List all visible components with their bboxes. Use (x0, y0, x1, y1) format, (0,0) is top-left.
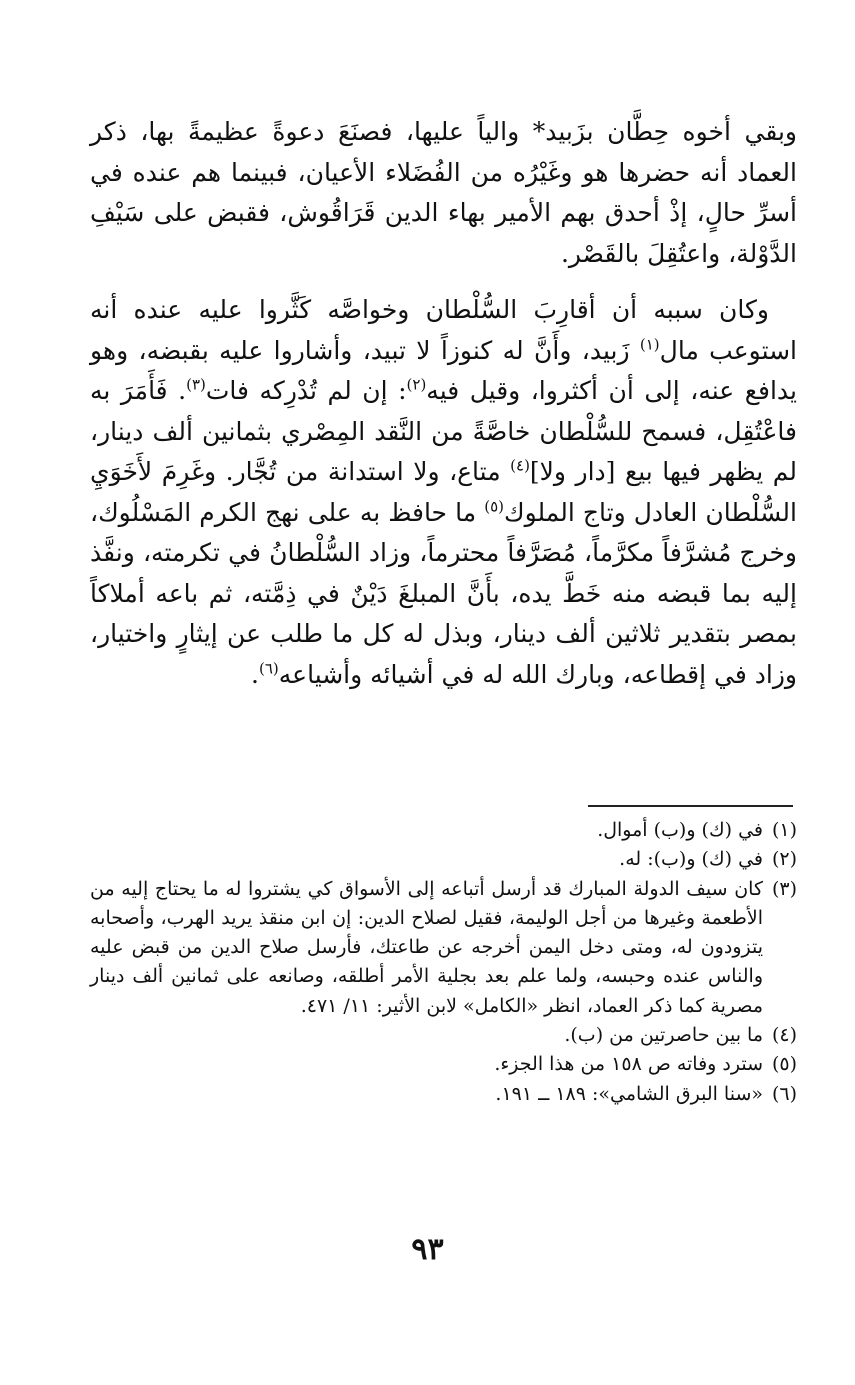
footnote-text: في (ك) و(ب): له. (619, 848, 763, 871)
footnote-number: (٤) (771, 1024, 797, 1047)
footnote-ref-4: (٤) (510, 456, 530, 475)
paragraph-2-segment: : إن لم تُدْرِكه فات (205, 376, 407, 405)
footnote-text: في (ك) و(ب) أموال. (597, 819, 763, 841)
footnote-text: ما بين حاصرتين من (ب). (564, 1024, 763, 1047)
paragraph-1: وبقي أخوه حِطَّان بزَبيد* والياً عليها، فصنَعَ دعوةً عظيمةً بها، ذكر العماد أنه حضرها هو وغَيْرُه من الفُضَلاء الأعيان، فبينما هم عنده في أسرِّ حالٍ، إذْ أحدق بهم الأمير بهاء الدين قَرَاقُوش، فقبض على سَيْفِ الدَّوْلة، واعتُقِلَ بالقَصْر. (90, 117, 797, 268)
footnote-ref-3: (٣) (186, 375, 206, 394)
footnote-number: (٦) (771, 1082, 797, 1105)
footnote-text: «سنا البرق الشامي»: ١٨٩ ــ ١٩١. (495, 1082, 763, 1105)
paragraph-2-segment: . (251, 659, 259, 689)
footnote-number: (١) (771, 819, 797, 841)
main-text (90, 112, 797, 695)
paragraph-2-segment: زَبيد، وأَنَّ له كنوزاً لا تبيد، وأشاروا عليه بقبضه، وهو يدافع عنه، إلى أن أكثروا، وقيل فيه (90, 335, 797, 405)
paragraph-2-segment: وكان سببه أن أقارِبَ السُّلْطان وخواصَّه كَثَّروا عليه عنده أنه استوعب مال (90, 295, 798, 365)
footnote-3 (90, 875, 797, 1021)
paragraph-2-segment: متاع، ولا استدانة من تُجَّار. وغَرِمَ لأَخَوَيِ السُّلْطان العادل وتاج الملوك (90, 457, 797, 527)
footnote-number: (٢) (771, 848, 797, 871)
footnote-ref-6: (٦) (258, 659, 279, 678)
page-number: ٩٣ (411, 1232, 444, 1267)
footnote-1 (90, 816, 797, 845)
footnote-divider (588, 805, 793, 807)
paragraph-2-segment: . فَأَمَرَ به فاعْتُقِل، فسمح للسُّلْطان خاصَّةً من النَّقد المِصْري بثمانين ألف دينار، لم يظهر فيها بيع [دار ولا] (90, 376, 797, 486)
footnote-ref-1: (١) (639, 335, 660, 354)
footnote-2 (90, 845, 797, 874)
footnote-6 (90, 1080, 797, 1109)
footnote-ref-5: (٥) (484, 497, 504, 516)
footnote-5 (90, 1050, 797, 1079)
paragraph-2 (90, 290, 797, 695)
footnotes (90, 816, 797, 1109)
footnote-text: سترد وفاته ص ١٥٨ من هذا الجزء. (494, 1053, 763, 1076)
footnote-4 (90, 1021, 797, 1050)
footnote-number: (٣) (771, 877, 797, 900)
footnote-number: (٥) (771, 1053, 797, 1076)
footnote-ref-2: (٢) (406, 375, 427, 394)
footnote-text: كان سيف الدولة المبارك قد أرسل أتباعه إلى الأسواق كي يشتروا له ما يحتاج إليه من الأطعمة وغيرها من أجل الوليمة، فقيل لصلاح الدين: إن ابن منقذ يريد الهرب، وأصحابه يتزودون له، ومتى دخل اليمن أخرجه عن طاعتك، فأرسل صلاح الدين من قبض عليه والناس عنده وحبسه، ولما علم بعد بجلية الأمر أطلقه، وصانعه على ثمانين ألف دينار مصرية كما ذكر العماد، انظر «الكامل» لابن الأثير: ١١/ ٤٧١. (90, 877, 763, 1017)
paragraph-2-segment: ما حافظ به على نهج الكرم المَسْلُوك، وخرج مُشرَّفاً مكرَّماً، مُصَرَّفاً محترماً، وزاد السُّلْطانُ في تكرمته، ونفَّذ إليه بما قبضه منه خَطَّ يده، بأَنَّ المبلغَ دَيْنٌ في ذِمَّته، ثم باعه أملاكاً بمصر بتقدير ثلاثين ألف دينار، وبذل له كل ما طلب عن إيثارٍ واختيار، وزاد في إقطاعه، وبارك الله له في أشيائه وأشياعه (90, 497, 797, 689)
